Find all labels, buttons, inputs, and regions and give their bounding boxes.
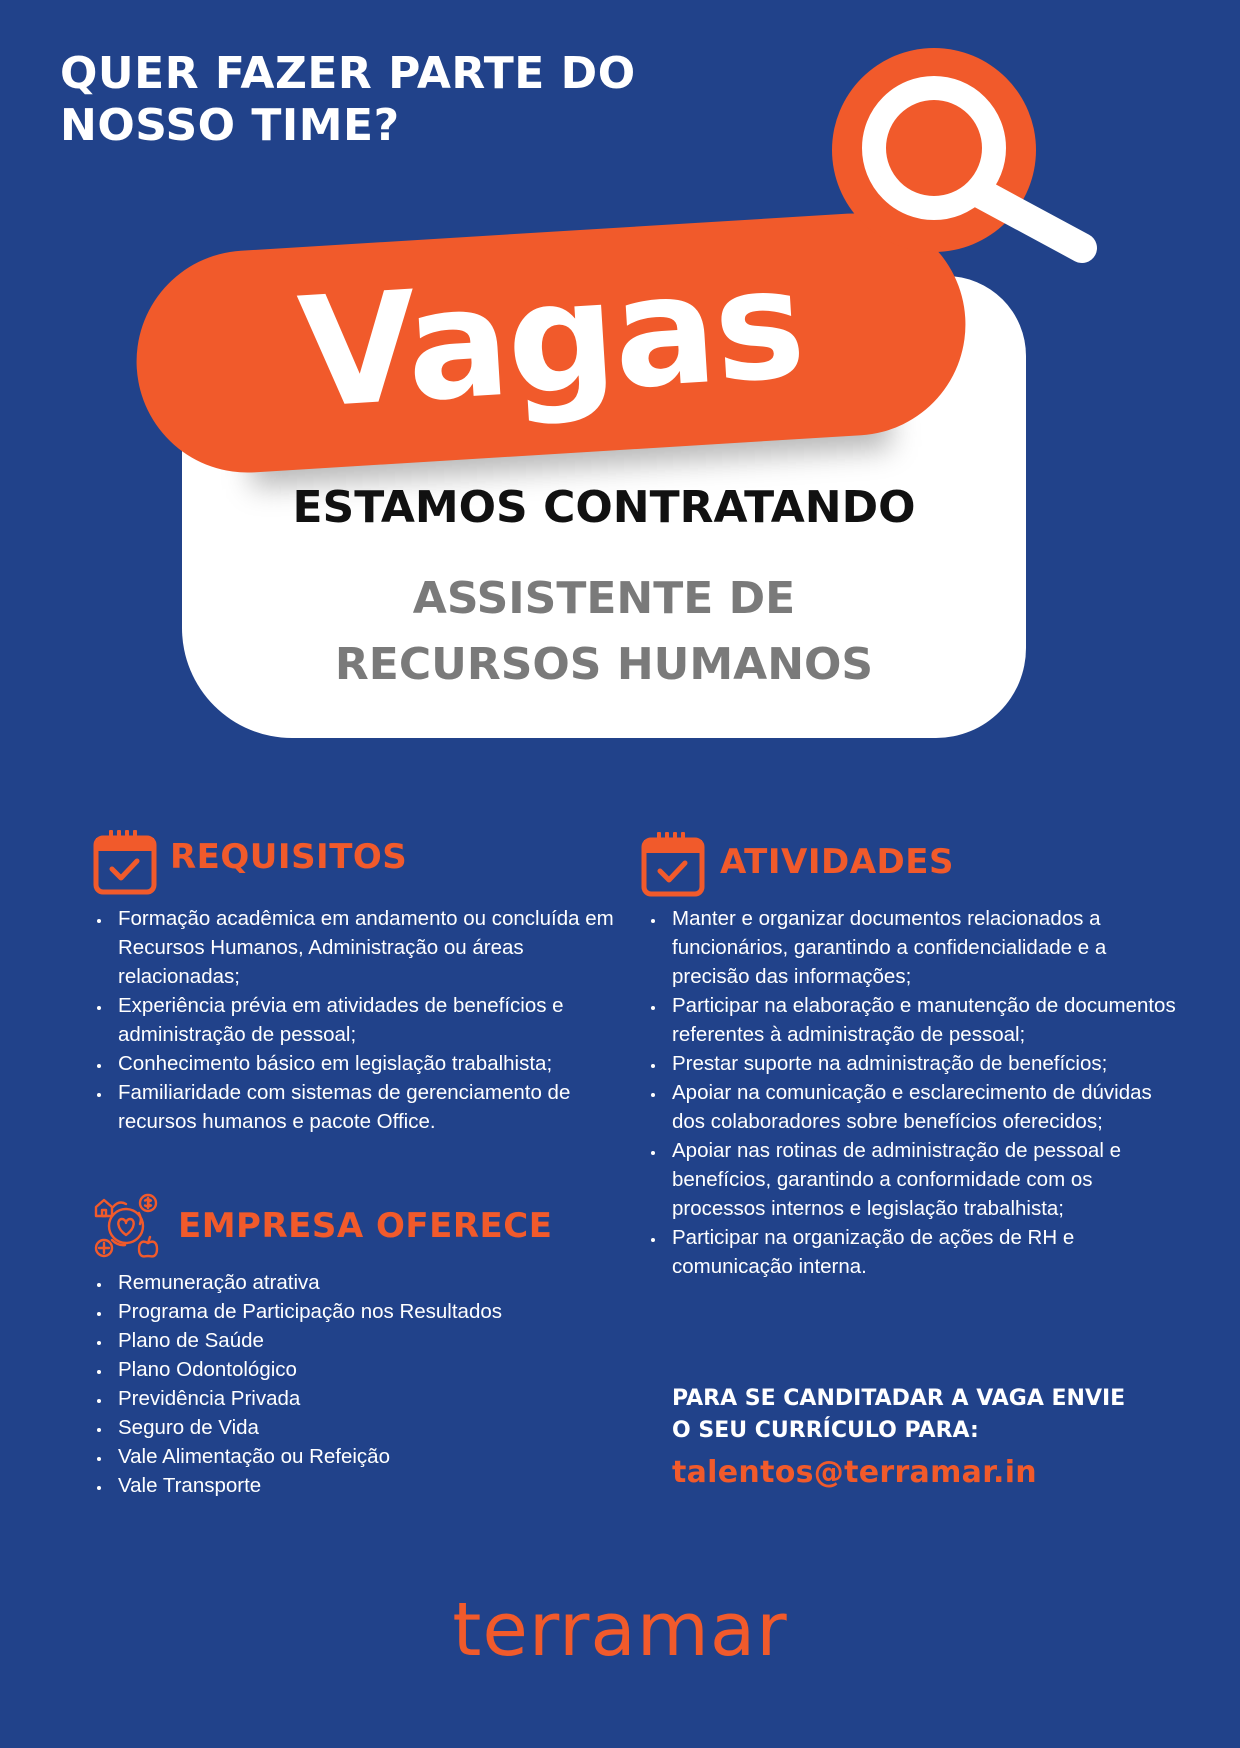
- apply-line-2: O SEU CURRÍCULO PARA:: [672, 1418, 979, 1443]
- list-item: • Participar na elaboração e manutenção de documentos referentes à administração de pessoal;: [666, 991, 1176, 1049]
- apply-instructions: [672, 1383, 1192, 1447]
- list-item: • Experiência prévia em atividades de benefícios e administração de pessoal;: [112, 991, 622, 1049]
- role-line-1: ASSISTENTE DE: [412, 573, 796, 624]
- atividades-list: [646, 904, 1176, 1281]
- atividades-title: ATIVIDADES: [720, 842, 954, 882]
- headline-line-1: QUER FAZER PARTE DO: [60, 48, 636, 99]
- list-item: • Previdência Privada: [112, 1384, 622, 1413]
- list-item: • Programa de Participação nos Resultados: [112, 1297, 622, 1326]
- headline-line-2: NOSSO TIME?: [60, 100, 400, 151]
- empresa-title: EMPRESA OFERECE: [178, 1206, 553, 1246]
- list-item: • Seguro de Vida: [112, 1413, 622, 1442]
- list-item: • Apoiar nas rotinas de administração de pessoal e benefícios, garantindo a conformidade com os processos internos e legislação trabalhista;: [666, 1136, 1176, 1223]
- vagas-title: Vagas: [294, 234, 808, 443]
- magnifying-glass-icon: [826, 44, 1108, 274]
- list-item: • Apoiar na comunicação e esclarecimento de dúvidas dos colaboradores sobre benefícios oferecidos;: [666, 1078, 1176, 1136]
- page-headline: [60, 48, 700, 152]
- list-item: • Vale Alimentação ou Refeição: [112, 1442, 622, 1471]
- requisitos-title: REQUISITOS: [170, 837, 408, 877]
- list-item: • Participar na organização de ações de RH e comunicação interna.: [666, 1223, 1176, 1281]
- benefits-icon: [92, 1192, 160, 1260]
- hiring-heading: ESTAMOS CONTRATANDO: [292, 482, 916, 533]
- list-item: • Plano de Saúde: [112, 1326, 622, 1355]
- calendar-check-icon: [640, 830, 708, 898]
- requisitos-header: [92, 828, 407, 896]
- calendar-check-icon: [92, 828, 160, 896]
- terramar-logo: terramar: [452, 1587, 788, 1673]
- job-role-title: [182, 566, 1026, 698]
- role-line-2: RECURSOS HUMANOS: [334, 639, 874, 690]
- apply-line-1: PARA SE CANDITADAR A VAGA ENVIE: [672, 1386, 1126, 1411]
- list-item: • Plano Odontológico: [112, 1355, 622, 1384]
- empresa-header: [92, 1192, 552, 1260]
- empresa-list: [92, 1268, 622, 1500]
- atividades-header: [640, 830, 954, 898]
- list-item: • Prestar suporte na administração de benefícios;: [666, 1049, 1176, 1078]
- list-item: • Vale Transporte: [112, 1471, 622, 1500]
- list-item: • Familiaridade com sistemas de gerenciamento de recursos humanos e pacote Office.: [112, 1078, 622, 1136]
- list-item: • Manter e organizar documentos relacionados a funcionários, garantindo a confidencialidade e a precisão das informações;: [666, 904, 1176, 991]
- requisitos-list: [92, 904, 622, 1136]
- list-item: • Formação acadêmica em andamento ou concluída em Recursos Humanos, Administração ou áreas relacionadas;: [112, 904, 622, 991]
- list-item: • Conhecimento básico em legislação trabalhista;: [112, 1049, 622, 1078]
- list-item: • Remuneração atrativa: [112, 1268, 622, 1297]
- contact-email-link[interactable]: talentos@terramar.in: [672, 1455, 1037, 1490]
